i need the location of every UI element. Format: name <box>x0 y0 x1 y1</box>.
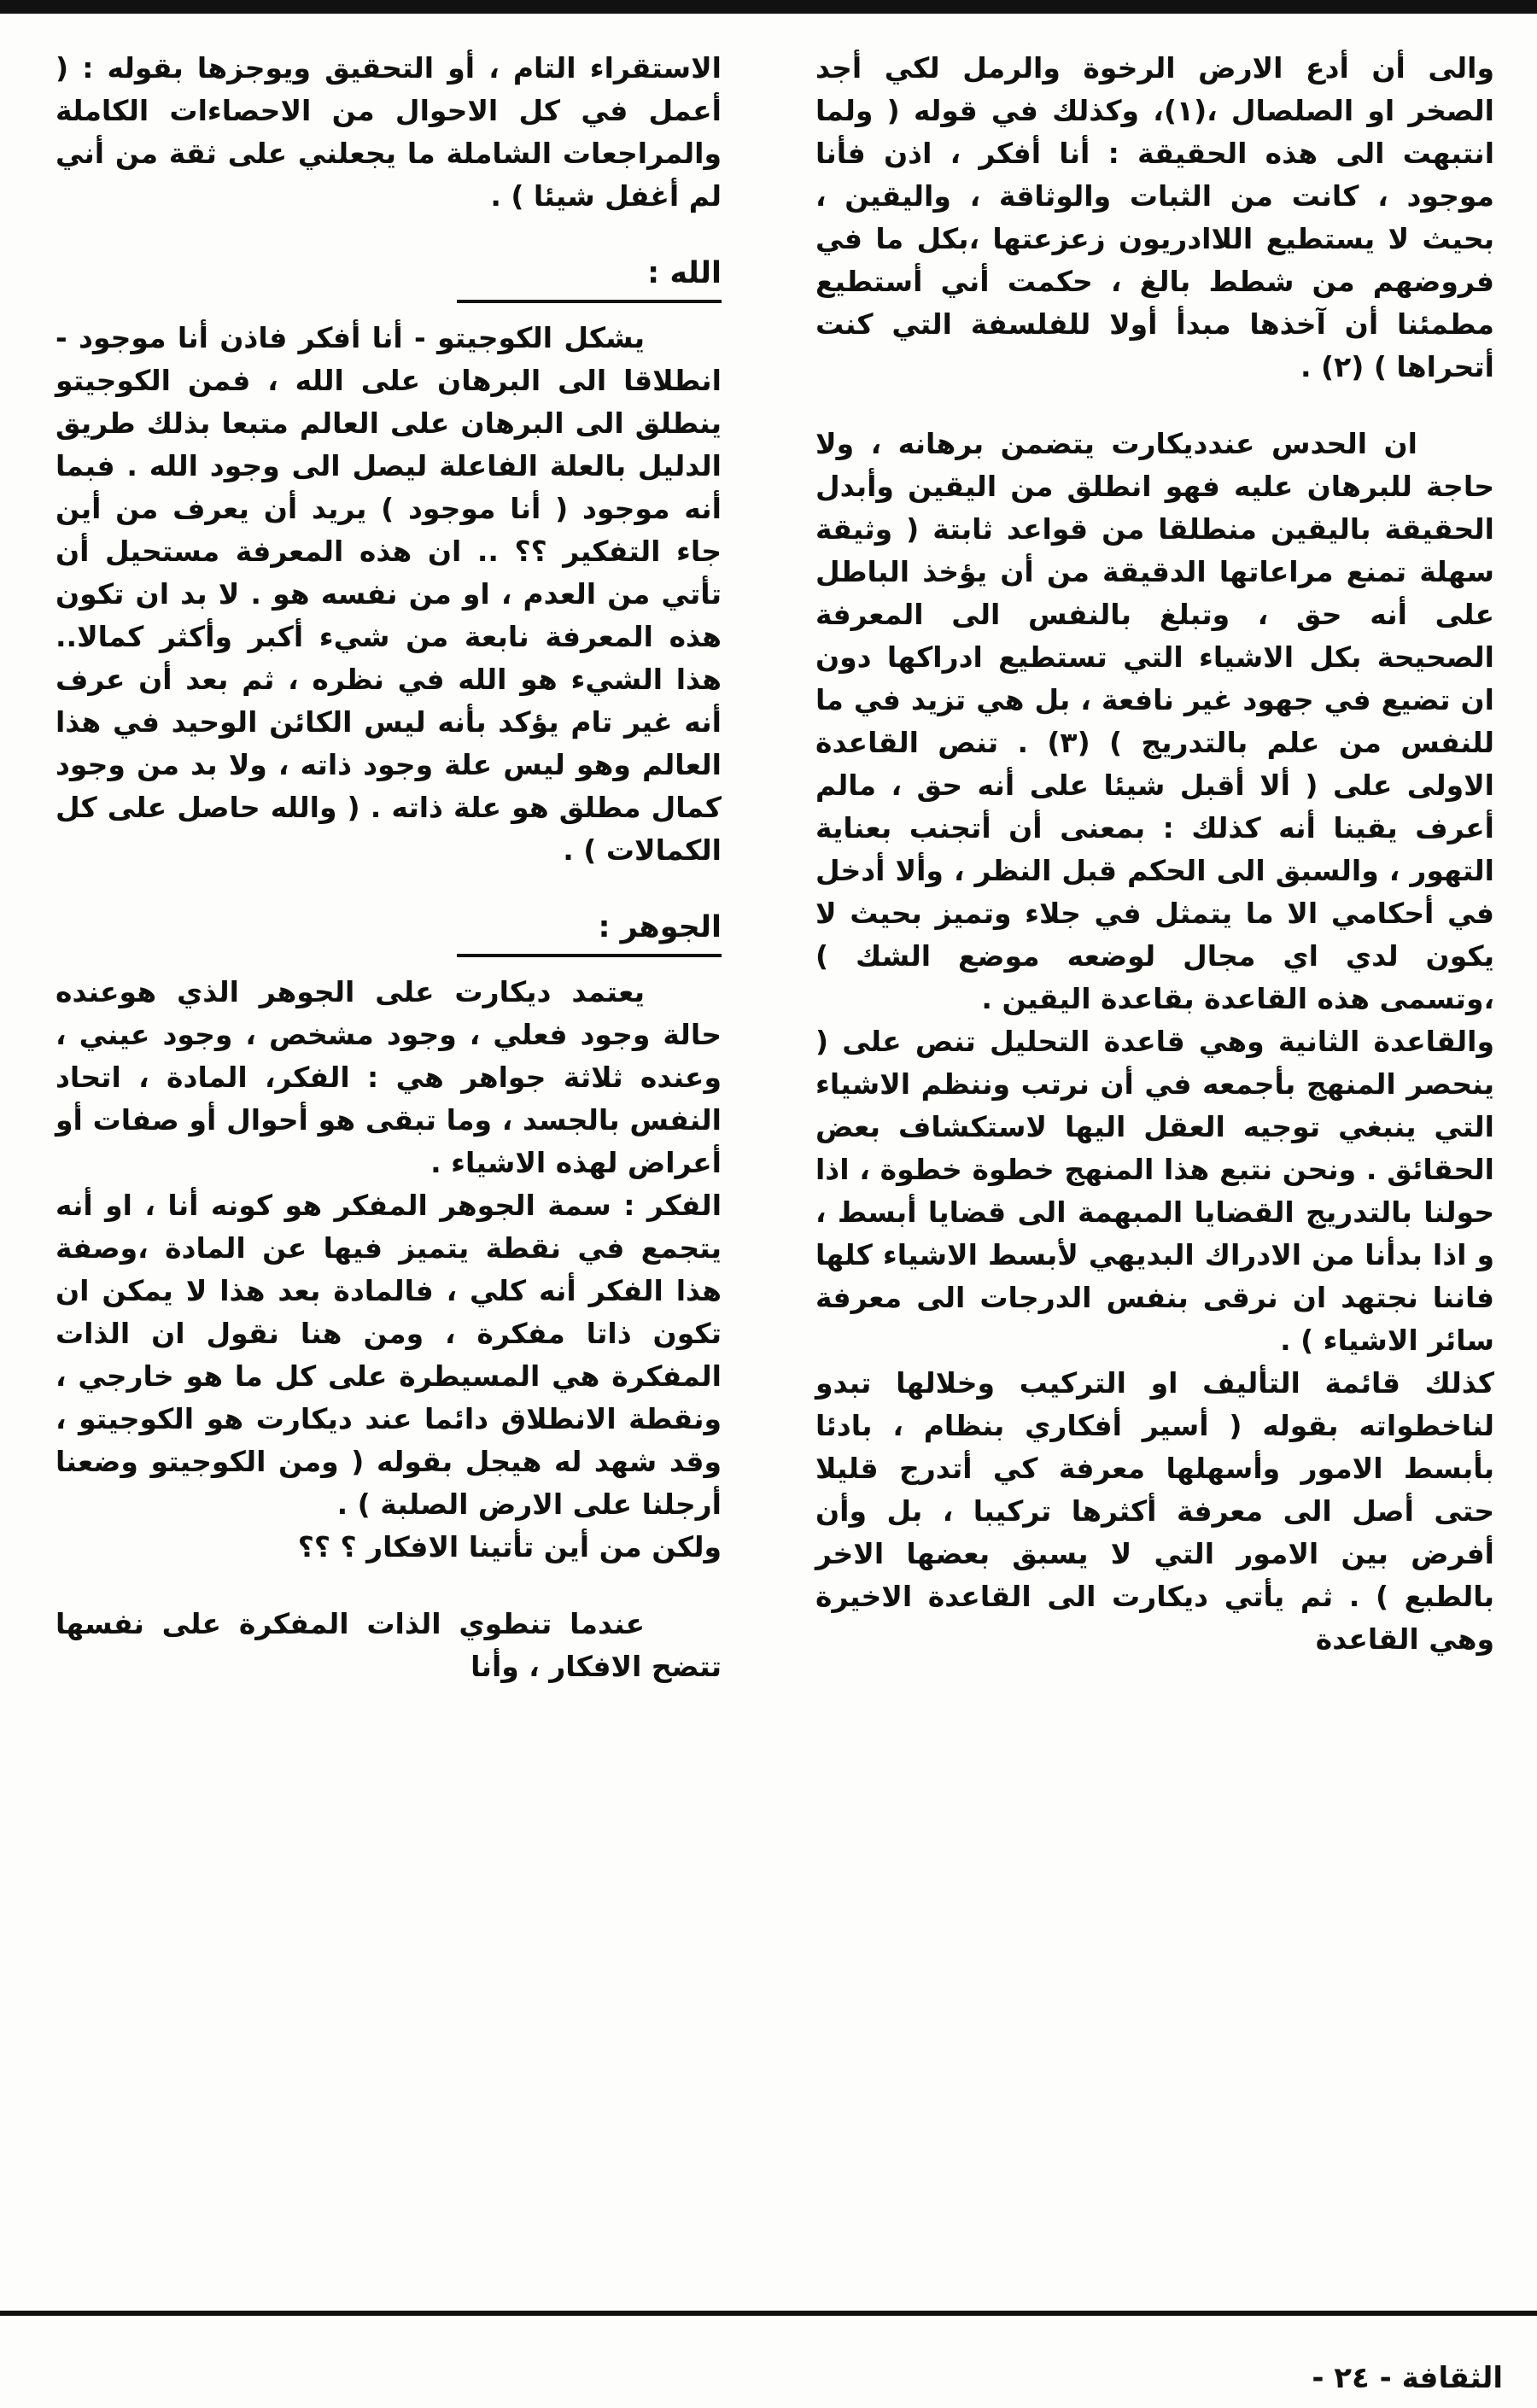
left-paragraph-1: الاستقراء التام ، أو التحقيق ويوجزها بقوله : ( أعمل في كل الاحوال من الاحصاءات الكاملة والمراجعات الشاملة ما يجعلني على ثقة من أني لم أغفل شيئا ) . <box>56 51 722 213</box>
paragraph-gap <box>56 218 722 252</box>
section-heading-god: الله : <box>647 256 722 290</box>
bottom-border-rule <box>0 2311 1537 2316</box>
top-border-rule <box>0 0 1537 14</box>
page-footer: الثقافة - ٢٤ - <box>1312 2361 1503 2395</box>
section-heading-substance: الجوهر : <box>598 910 722 944</box>
heading-underline <box>457 300 722 303</box>
left-paragraph-2: يشكل الكوجيتو - أنا أفكر فاذن أنا موجود - انطلاقا الى البرهان على الله ، فمن الكوجيتو ينطلق الى البرهان على العالم متبعا بذلك طريق الدليل بالعلة الفاعلة ليصل الى وجود الله . فبما أنه موجود ( أنا موجود ) يريد أن يعرف من أين جاء التفكير ؟؟ .. ان هذه المعرفة مستحيل أن تأتي من العدم ، او من نفسه هو . لا بد ان تكون هذه المعرفة نابعة من شيء أكبر وأكثر كمالا.. هذا الشيء هو الله في نظره ، ثم بعد أن عرف أنه غير تام يؤكد بأنه ليس الكائن الوحيد في هذا العالم وهو ليس علة وجود ذاته ، ولا بد من وجود كمال مطلق هو علة ذاته . ( والله حاصل على كل الكمالات ) . <box>56 321 722 867</box>
left-text-column <box>56 47 722 1688</box>
right-paragraph-1: والى أن أدع الارض الرخوة والرمل لكي أجد الصخر او الصلصال ،(١)، وكذلك في قوله ( ولما انتبهت الى هذه الحقيقة : أنا أفكر ، اذن فأنا موجود ، كانت من الثبات والوثاقة ، واليقين ، بحيث لا يستطيع اللاادريون زعزعتها ،بكل ما في فروضهم من شطط بالغ ، حكمت أني أستطيع مطمئنا أن آخذها مبدأ أولا للفلسفة التي كنت أتحراها ) (٢) . <box>815 51 1494 383</box>
right-paragraph-3: والقاعدة الثانية وهي قاعدة التحليل تنص على ( ينحصر المنهج بأجمعه في أن نرتب وننظم الاشياء التي ينبغي توجيه العقل اليها لاستكشاف بعض الحقائق . ونحن نتبع هذا المنهج خطوة خطوة ، اذا حولنا بالتدريج القضايا المبهمة الى قضايا أبسط ، و اذا بدأنا من الادراك البديهي لأبسط الاشياء كلها فاننا نجتهد ان نرقى بنفس الدرجات الى معرفة سائر الاشياء ) . <box>815 1025 1494 1357</box>
paragraph-gap <box>815 389 1494 423</box>
paragraph-gap <box>56 872 722 906</box>
left-paragraph-4: الفكر : سمة الجوهر المفكر هو كونه أنا ، او أنه يتجمع في نقطة يتميز فيها عن المادة ،وصفة هذا الفكر أنه كلي ، فالمادة بعد هذا لا يمكن ان تكون ذاتا مفكرة ، ومن هنا نقول ان الذات المفكرة هي المسيطرة على كل ما هو خارجي ، ونقطة الانطلاق دائما عند ديكارت هو الكوجيتو ، وقد شهد له هيجل بقوله ( ومن الكوجيتو وضعنا أرجلنا على الارض الصلبة ) . <box>56 1189 722 1521</box>
left-paragraph-3: يعتمد ديكارت على الجوهر الذي هوعنده حالة وجود فعلي ، وجود مشخص ، وجود عيني ، وعنده ثلاثة جواهر هي : الفكر، المادة ، اتحاد النفس بالجسد ، وما تبقى هو أحوال أو صفات أو أعراض لهذه الاشياء . <box>56 975 722 1179</box>
left-paragraph-6: عندما تنطوي الذات المفكرة على نفسها تتضح الافكار ، وأنا <box>56 1607 722 1683</box>
right-paragraph-2: ان الحدس عندديكارت يتضمن برهانه ، ولا حاجة للبرهان عليه فهو انطلق من اليقين وأبدل الحقيقة باليقين منطلقا من قواعد ثابتة ( وثيقة سهلة تمنع مراعاتها الدقيقة من أن يؤخذ الباطل على أنه حق ، وتبلغ بالنفس الى المعرفة الصحيحة بكل الاشياء التي تستطيع ادراكها دون ان تضيع في جهود غير نافعة ، بل هي تزيد في ما للنفس من علم بالتدريج ) (٣) . تنص القاعدة الاولى على ( ألا أقبل شيئا على أنه حق ، مالم أعرف يقينا أنه كذلك : بمعنى أن أتجنب بعناية التهور ، والسبق الى الحكم قبل النظر ، وألا أدخل في أحكامي الا ما يتمثل في جلاء وتميز بحيث لا يكون لدي اي مجال لوضعه موضع الشك ) ،وتسمى هذه القاعدة بقاعدة اليقين . <box>815 427 1494 1015</box>
left-paragraph-5: ولكن من أين تأتينا الافكار ؟ ؟؟ <box>297 1530 722 1563</box>
right-text-column <box>815 47 1494 1661</box>
heading-underline <box>457 954 722 957</box>
paragraph-gap <box>56 1569 722 1603</box>
right-paragraph-4: كذلك قائمة التأليف او التركيب وخلالها تبدو لناخطواته بقوله ( أسير أفكاري بنظام ، بادئا بأبسط الامور وأسهلها معرفة كي أتدرج قليلا حتى أصل الى معرفة أكثرها تركيبا ، بل وأن أفرض بين الامور التي لا يسبق بعضها الاخر بالطبع ) . ثم يأتي ديكارت الى القاعدة الاخيرة وهي القاعدة <box>815 1366 1494 1656</box>
